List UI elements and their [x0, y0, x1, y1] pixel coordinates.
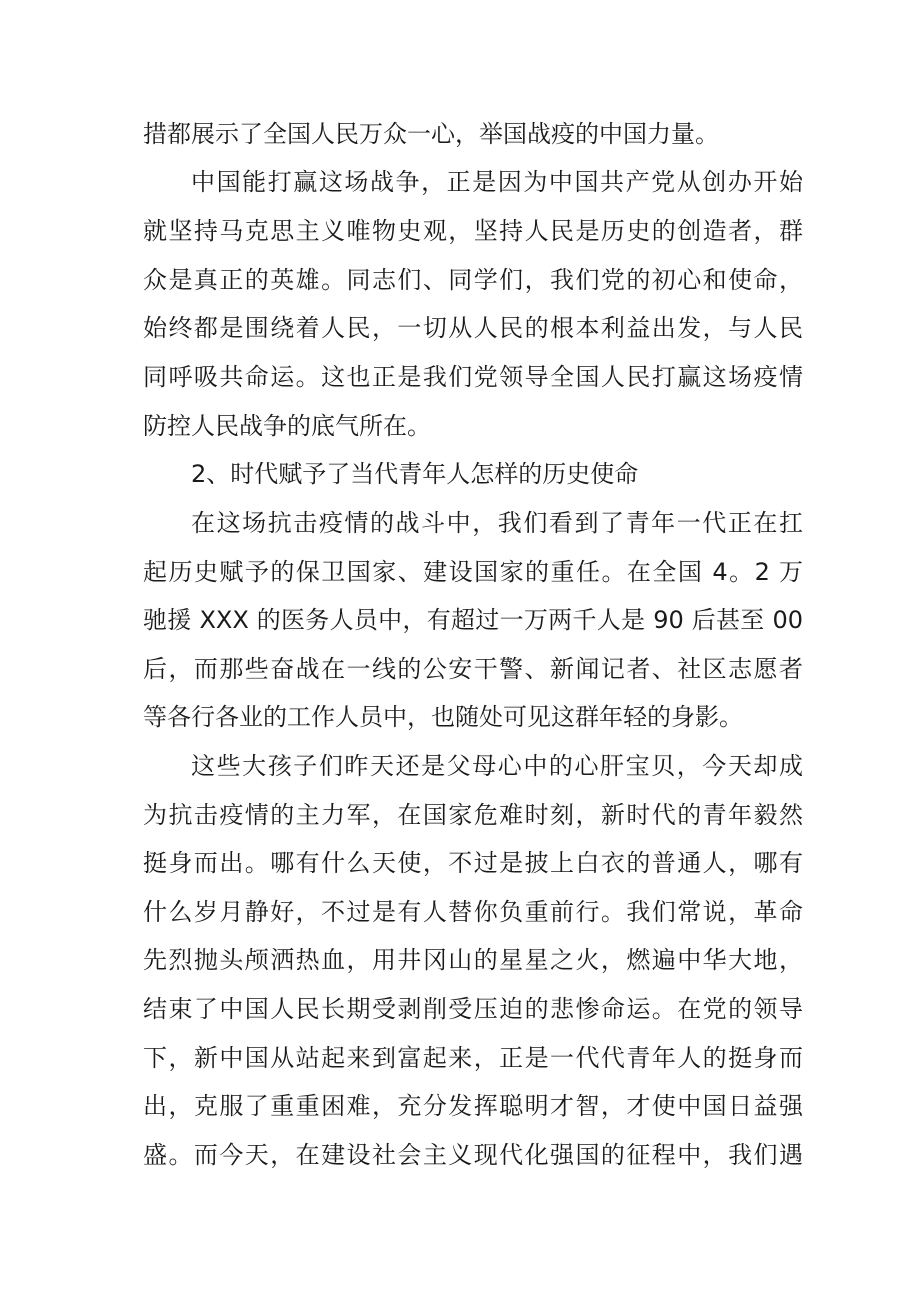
text-line-14: 这些大孩子们昨天还是父母心中的心肝宝贝，今天却成 — [191, 752, 803, 780]
text-line-7: 防控人民战争的底气所在。 — [143, 412, 431, 440]
text-line-13: 等各行各业的工作人员中，也随处可见这群年轻的身影。 — [143, 703, 743, 731]
text-line-5: 始终都是围绕着人民，一切从人民的根本利益出发，与人民 — [143, 314, 803, 342]
section-heading: 2、时代赋予了当代青年人怎样的历史使命 — [191, 460, 639, 488]
text-line-19: 结束了中国人民长期受剥削受压迫的悲惨命运。在党的领导 — [143, 995, 803, 1023]
text-line-1: 措都展示了全国人民万众一心，举国战疫的中国力量。 — [143, 120, 719, 148]
text-line-22: 盛。而今天，在建设社会主义现代化强国的征程中，我们遇 — [143, 1141, 803, 1169]
text-line-11: 驰援 XXX 的医务人员中，有超过一万两千人是 90 后甚至 00 — [143, 606, 803, 634]
text-line-10: 起历史赋予的保卫国家、建设国家的重任。在全国 4。2 万 — [143, 558, 803, 586]
text-line-9: 在这场抗击疫情的战斗中，我们看到了青年一代正在扛 — [191, 509, 803, 537]
text-line-2: 中国能打赢这场战争，正是因为中国共产党从创办开始 — [191, 168, 803, 196]
text-line-16: 挺身而出。哪有什么天使，不过是披上白衣的普通人，哪有 — [143, 849, 803, 877]
text-line-3: 就坚持马克思主义唯物史观，坚持人民是历史的创造者，群 — [143, 217, 803, 245]
text-line-4: 众是真正的英雄。同志们、同学们，我们党的初心和使命， — [143, 266, 803, 294]
text-line-21: 出，克服了重重困难，充分发挥聪明才智，才使中国日益强 — [143, 1092, 803, 1120]
text-line-18: 先烈抛头颅洒热血，用井冈山的星星之火，燃遍中华大地， — [143, 946, 803, 974]
text-line-17: 什么岁月静好，不过是有人替你负重前行。我们常说，革命 — [143, 898, 803, 926]
text-line-15: 为抗击疫情的主力军，在国家危难时刻，新时代的青年毅然 — [143, 801, 803, 829]
text-line-20: 下，新中国从站起来到富起来，正是一代代青年人的挺身而 — [143, 1044, 803, 1072]
text-line-6: 同呼吸共命运。这也正是我们党领导全国人民打赢这场疫情 — [143, 363, 803, 391]
text-line-12: 后，而那些奋战在一线的公安干警、新闻记者、社区志愿者 — [143, 655, 803, 683]
